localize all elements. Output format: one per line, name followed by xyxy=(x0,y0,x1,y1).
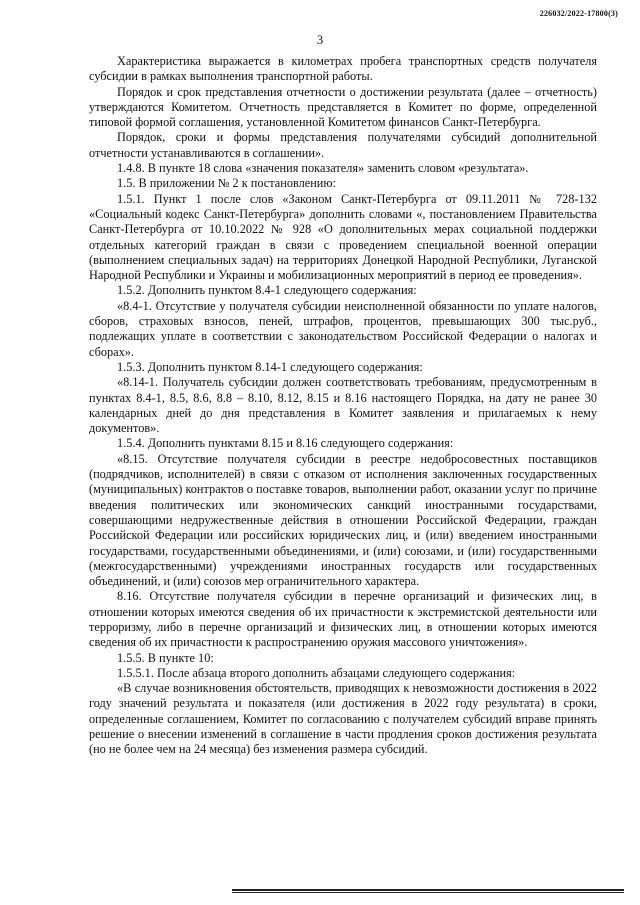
paragraph: 1.4.8. В пункте 18 слова «значения показателя» заменить словом «результата». xyxy=(117,161,529,176)
paragraph: Характеристика выражается в километрах пробега транспортных средств получателя субсидии в рамках выполнения транспортной работы. xyxy=(89,54,597,84)
paragraph: 1.5. В приложении № 2 к постановлению: xyxy=(117,176,336,191)
paragraph: «8.4-1. Отсутствие у получателя субсидии неисполненной обязанности по уплате налогов, сборов, страховых взносов, пеней, штрафов, процентов, превышающих 300 тыс.руб., подлежащих уплате в соответствии с законодательством Российской Федерации о налогах и сборах». xyxy=(89,298,597,359)
paragraph: 8.16. Отсутствие получателя субсидии в перечне организаций и физических лиц, в отношении которых имеются сведения об их причастности к экстремистской деятельности или терроризму, либо в перечне организаций и физических лиц, в отношении которых имеются сведения об их причастности к распространению оружия массового уничтожения». xyxy=(89,589,597,650)
paragraph: 1.5.1. Пункт 1 после слов «Законом Санкт-Петербурга от 09.11.2011 № 728-132 «Социальный кодекс Санкт-Петербурга» дополнить словами «, постановлением Правительства Санкт-Петербурга от 10.10.2022 № 928 «О дополнительных мерах социальной поддержки отдельных категорий граждан в связи с проведением специальной военной операции (выполнением специальных задач) на территориях Донецкой Народной Республики, Луганской Народной Республики и Украины и мобилизационных мероприятий в период ее проведения». xyxy=(89,191,597,283)
footer-rule xyxy=(232,889,624,891)
page-number: 3 xyxy=(316,33,324,47)
footer-rule-thin xyxy=(232,892,624,893)
paragraph: 1.5.2. Дополнить пунктом 8.4-1 следующего содержания: xyxy=(117,283,417,298)
document-body xyxy=(89,54,597,758)
paragraph: «В случае возникновения обстоятельств, приводящих к невозможности достижения в 2022 году значений результата и показателя (или достижения в 2022 году результата) в сроки, определенные соглашением, Комитет по согласованию с получателем субсидий вправе принять решение о внесении изменений в соглашение в части продления сроков достижения результата (но не более чем на 24 месяца) без изменения размера субсидий. xyxy=(89,681,597,757)
paragraph: Порядок и срок представления отчетности о достижении результата (далее – отчетность) утверждаются Комитетом. Отчетность представляется в Комитет по форме, определенной типовой формой соглашения, установленной Комитетом финансов Санкт-Петербурга. xyxy=(89,84,597,130)
document-id: 226032/2022-17800(3) xyxy=(539,9,618,18)
paragraph: 1.5.5.1. После абзаца второго дополнить абзацами следующего содержания: xyxy=(117,665,516,680)
paragraph: «8.15. Отсутствие получателя субсидии в реестре недобросовестных поставщиков (подрядчиков, исполнителей) в связи с отказом от исполнения заключенных государственных (муниципальных) контрактов о поставке товаров, выполнении работ, оказании услуг по причине введения политических или экономических санкций иностранными государствами, совершающими недружественные действия в отношении Российской Федерации, граждан Российской Федерации или российских юридических лиц, и (или) введением иностранными государствами, государственными объединениями, и (или) союзами, и (или) государственными (межгосударственными) учреждениями иностранных государств или государственных объединений, и (или) союзов мер ограничительного характера. xyxy=(89,451,597,589)
paragraph: Порядок, сроки и формы представления получателями субсидий дополнительной отчетности устанавливаются в соглашении». xyxy=(89,130,597,160)
paragraph: «8.14-1. Получатель субсидии должен соответствовать требованиям, предусмотренным в пунктах 8.4-1, 8.5, 8.6, 8.8 – 8.10, 8.12, 8.15 и 8.16 настоящего Порядка, на дату не ранее 30 календарных дней до дня представления в Комитет заявления и прилагаемых к нему документов». xyxy=(89,375,597,436)
paragraph: 1.5.4. Дополнить пунктами 8.15 и 8.16 следующего содержания: xyxy=(117,436,454,451)
paragraph: 1.5.5. В пункте 10: xyxy=(117,650,214,665)
paragraph: 1.5.3. Дополнить пунктом 8.14-1 следующего содержания: xyxy=(117,359,423,374)
